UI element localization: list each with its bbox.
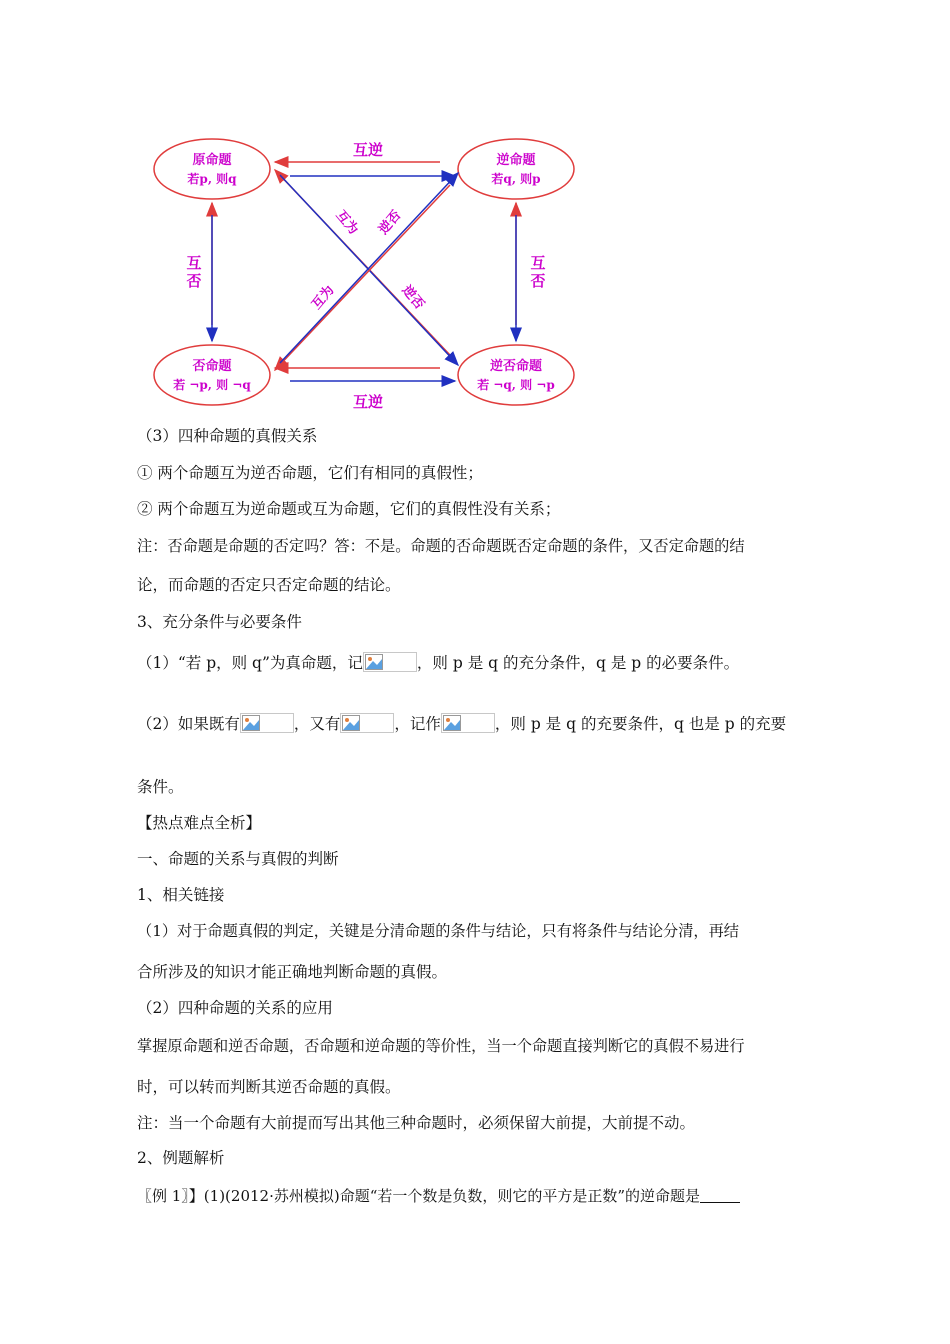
node-original-form: 若p, 则q — [187, 172, 237, 186]
image-placeholder-icon — [441, 713, 495, 733]
label-diag-b2: 逆否 — [376, 207, 405, 238]
label-right-1: 互 — [530, 254, 546, 272]
text-line-3: ② 两个命题互为逆命题或互为命题，它们的真假性没有关系； — [137, 500, 561, 518]
text-line-18: 注：当一个命题有大前提而写出其他三种命题时，必须保留大前提，大前提不动。 — [137, 1114, 696, 1132]
label-bottom: 互逆 — [352, 393, 384, 411]
label-left-2: 否 — [186, 272, 202, 290]
node-converse-form: 若q, 则p — [491, 172, 541, 186]
text-line-13: （1）对于命题真假的判定，关键是分清命题的条件与结论，只有将条件与结论分清，再结 — [137, 922, 739, 940]
node-converse-ellipse — [458, 139, 574, 199]
node-original-ellipse — [154, 139, 270, 199]
node-inverse-form: 若 ¬p, 则 ¬q — [173, 378, 251, 392]
text-line-8c: ，记作 — [394, 715, 441, 733]
label-diag-a2: 逆否 — [398, 282, 427, 313]
text-line-7b: ，则 p 是 q 的充分条件，q 是 p 的必要条件。 — [416, 654, 740, 672]
text-line-12: 1、相关链接 — [137, 886, 225, 904]
text-line-5: 论，而命题的否定只否定命题的结论。 — [137, 576, 401, 594]
text-line-2: ① 两个命题互为逆否命题，它们有相同的真假性； — [137, 464, 483, 482]
text-line-8 — [137, 713, 786, 734]
node-inverse-ellipse — [154, 345, 270, 405]
image-placeholder-icon — [240, 713, 294, 733]
text-line-8b: ，又有 — [293, 715, 341, 733]
label-diag-a1: 互为 — [332, 207, 361, 238]
node-contrapositive-title: 逆否命题 — [489, 359, 543, 374]
text-line-7 — [137, 652, 739, 673]
answer-blank[interactable] — [700, 1188, 740, 1203]
text-line-4: 注：否命题是命题的否定吗？答：不是。命题的否命题既否定命题的条件，又否定命题的结 — [137, 537, 745, 555]
image-placeholder-icon — [340, 713, 394, 733]
image-placeholder-icon — [363, 652, 417, 672]
node-converse-title: 逆命题 — [496, 153, 536, 168]
text-line-7a: （1）“若 p，则 q”为真命题，记 — [137, 654, 363, 672]
label-right-2: 否 — [530, 272, 546, 290]
text-line-16: 掌握原命题和逆否命题，否命题和逆命题的等价性，当一个命题直接判断它的真假不易进行 — [137, 1037, 745, 1055]
text-line-20 — [137, 1186, 740, 1206]
example-1-text: 〖例 1〗】(1)(2012·苏州模拟)命题“若一个数是负数，则它的平方是正数”的逆命题是 — [137, 1187, 701, 1205]
node-original-title: 原命题 — [192, 153, 232, 168]
text-line-14: 合所涉及的知识才能正确地判断命题的真假。 — [137, 963, 448, 981]
text-line-17: 时，可以转而判断其逆否命题的真假。 — [137, 1078, 401, 1096]
text-line-19: 2、例题解析 — [137, 1149, 225, 1167]
arrow-diag-to-inverse — [275, 185, 450, 370]
label-diag-b1: 互为 — [309, 282, 338, 313]
four-propositions-diagram — [140, 125, 600, 415]
text-line-8a: （2）如果既有 — [137, 715, 240, 733]
text-line-1: （3）四种命题的真假关系 — [137, 427, 318, 445]
text-line-15: （2）四种命题的关系的应用 — [137, 999, 333, 1017]
text-line-8d: ，则 p 是 q 的充要条件，q 也是 p 的充要 — [494, 715, 787, 733]
node-contrapositive-form: 若 ¬q, 则 ¬p — [477, 378, 555, 392]
label-top: 互逆 — [352, 141, 384, 159]
label-left-1: 互 — [186, 254, 202, 272]
text-line-9: 条件。 — [137, 778, 184, 796]
text-line-11: 一、命题的关系与真假的判断 — [137, 850, 339, 868]
text-line-6: 3、充分条件与必要条件 — [137, 613, 302, 631]
node-inverse-title: 否命题 — [192, 359, 232, 374]
node-contrapositive-ellipse — [458, 345, 574, 405]
text-line-10: 【热点难点全析】 — [137, 814, 262, 832]
